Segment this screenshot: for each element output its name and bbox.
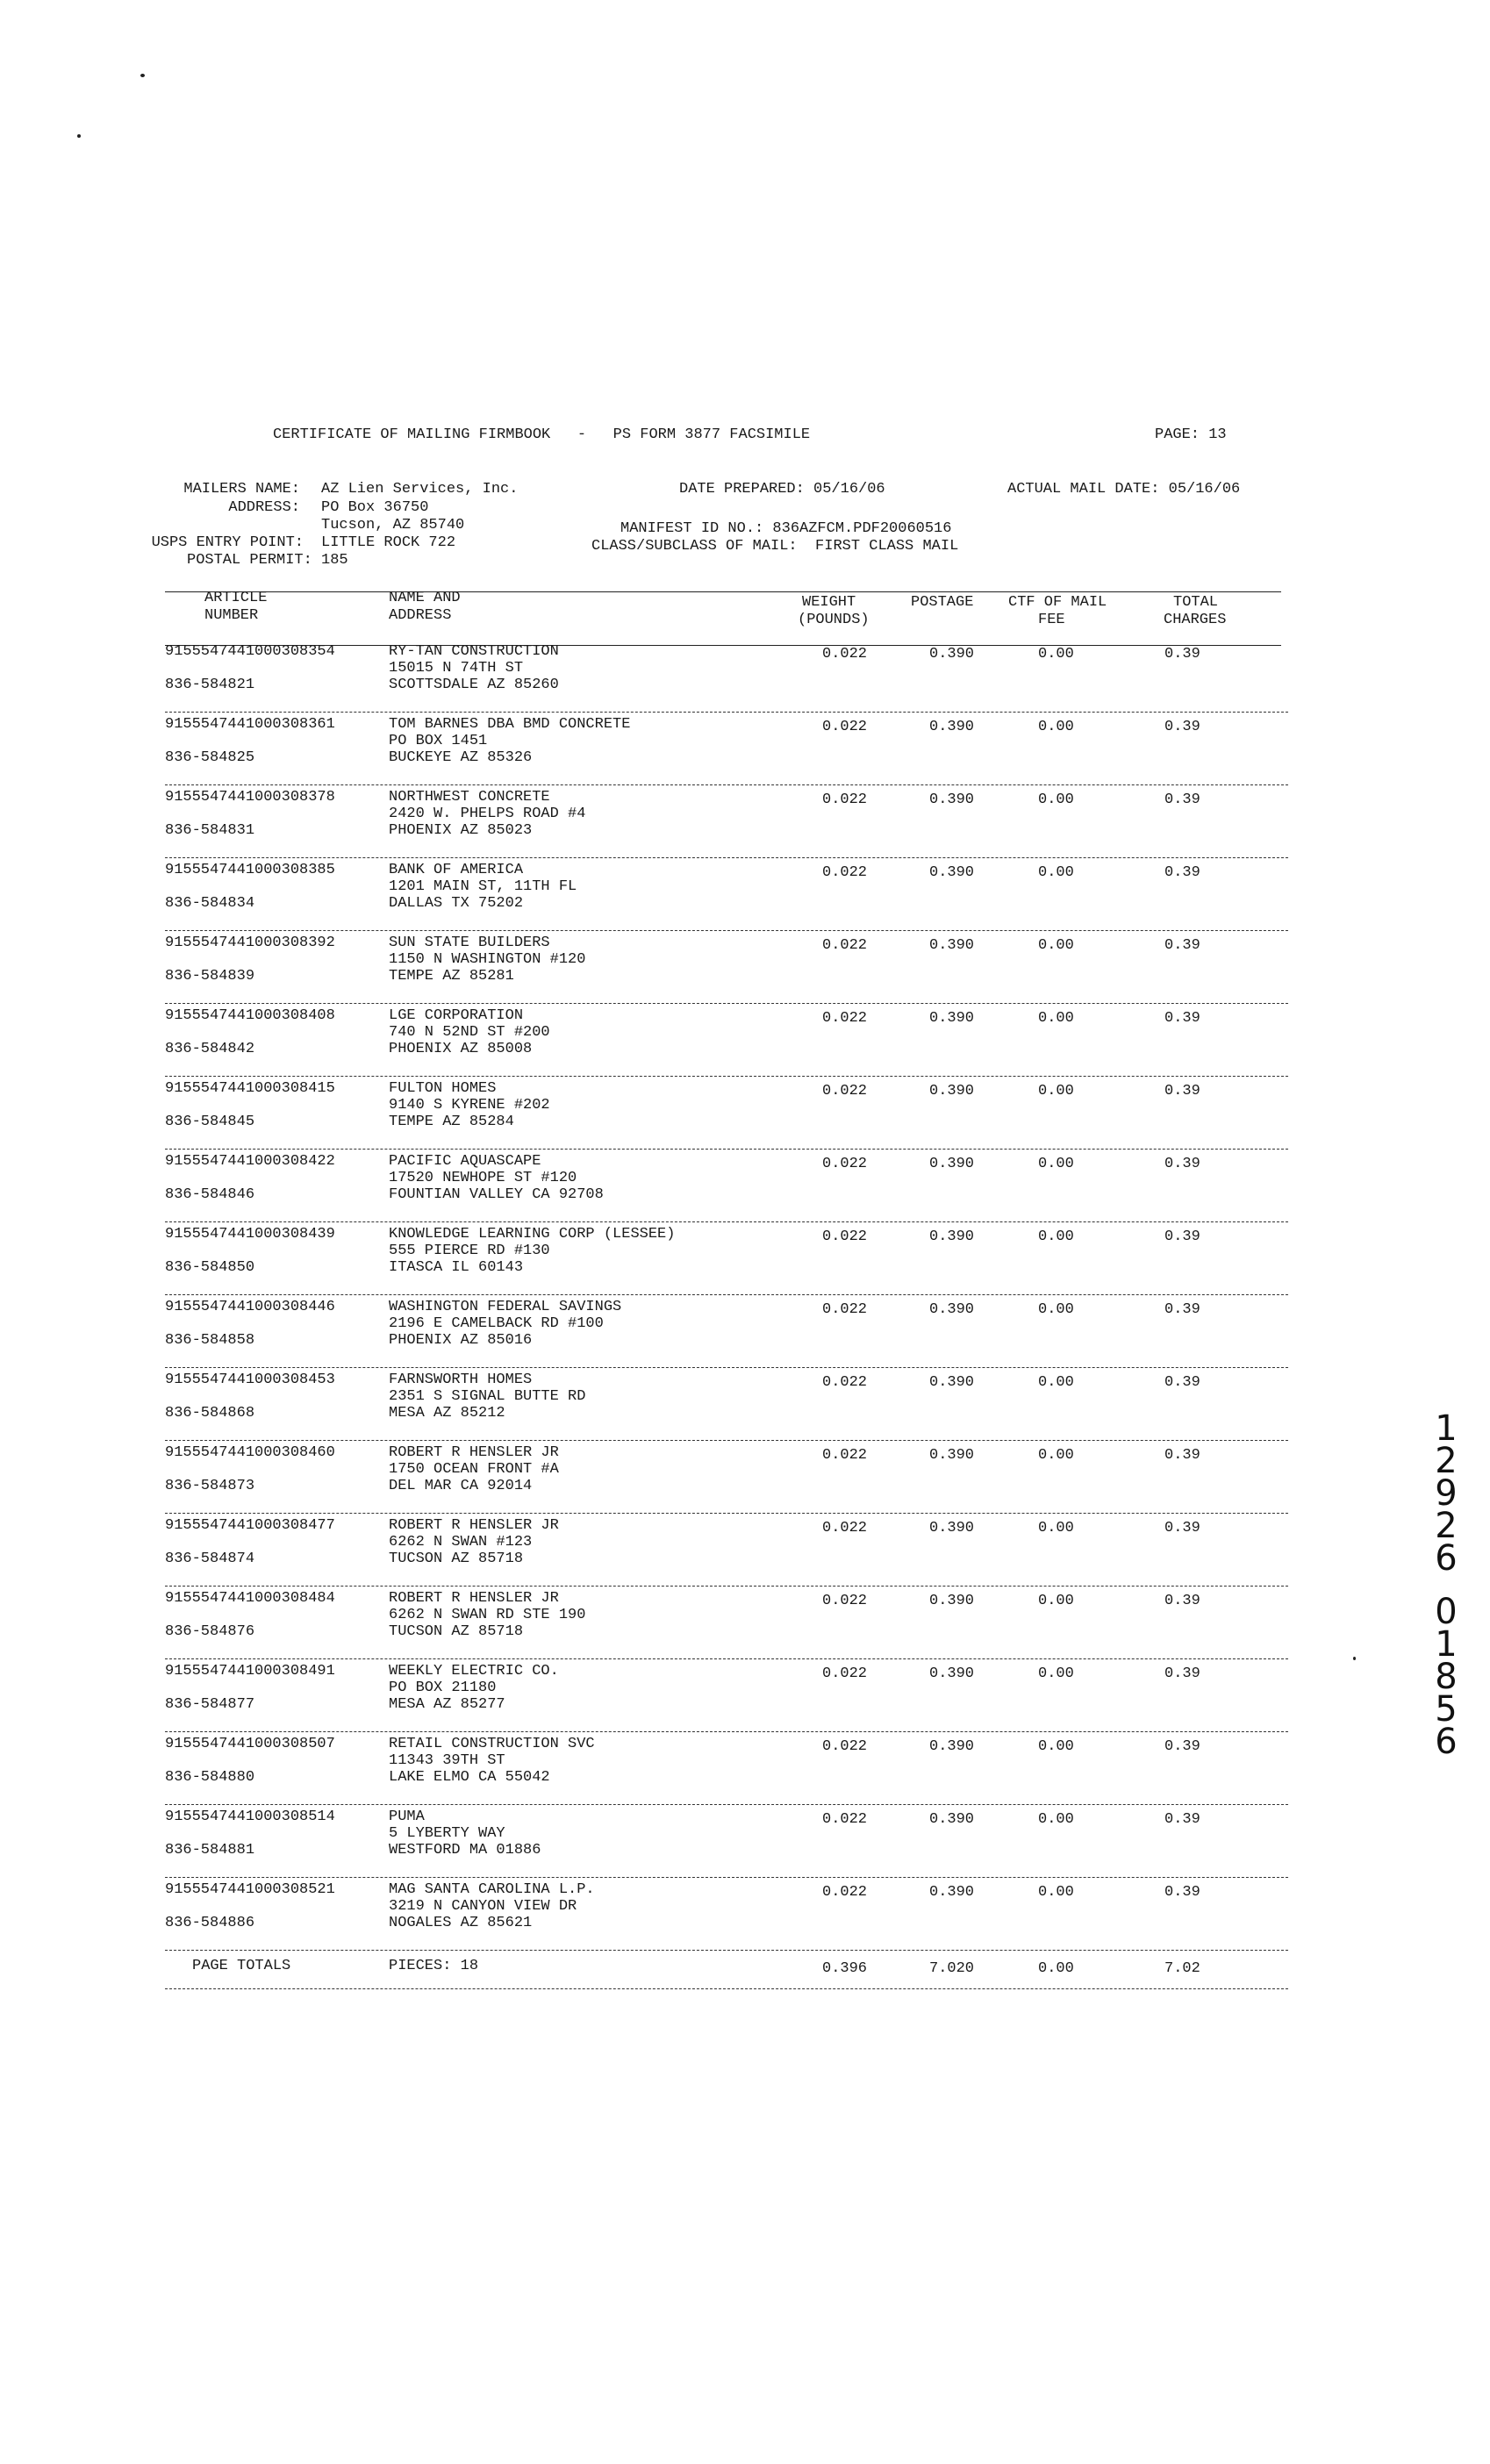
row-divider xyxy=(165,1294,1288,1295)
article-number: 9155547441000308514 xyxy=(165,1809,335,1825)
reference-number: 836-584876 xyxy=(165,1623,255,1640)
postage-value: 0.390 xyxy=(929,1010,975,1027)
ctf-fee-value: 0.00 xyxy=(1038,1738,1074,1755)
row-divider xyxy=(165,1731,1288,1732)
weight-value: 0.022 xyxy=(822,1228,868,1245)
total-charges-value: 0.39 xyxy=(1164,1301,1200,1318)
weight-value: 0.022 xyxy=(822,937,868,954)
reference-number: 836-584858 xyxy=(165,1332,255,1349)
row-divider xyxy=(165,1367,1288,1368)
total-charges-value: 0.39 xyxy=(1164,1665,1200,1682)
ctf-fee-value: 0.00 xyxy=(1038,1228,1074,1245)
article-number: 9155547441000308385 xyxy=(165,862,335,878)
recipient-name: ROBERT R HENSLER JR xyxy=(389,1517,559,1534)
reference-number: 836-584880 xyxy=(165,1769,255,1786)
recipient-address-line2: PHOENIX AZ 85023 xyxy=(389,822,533,839)
stamp-digit: 8 xyxy=(1435,1657,1458,1697)
recipient-address-line1: 555 PIERCE RD #130 xyxy=(389,1243,550,1259)
article-number: 9155547441000308484 xyxy=(165,1590,335,1607)
weight-value: 0.022 xyxy=(822,864,868,881)
recipient-address-line2: PHOENIX AZ 85008 xyxy=(389,1041,533,1057)
article-number: 9155547441000308392 xyxy=(165,935,335,951)
postage-value: 0.390 xyxy=(929,719,975,735)
article-number: 9155547441000308378 xyxy=(165,789,335,806)
recipient-name: KNOWLEDGE LEARNING CORP (LESSEE) xyxy=(389,1226,676,1243)
totals-rule xyxy=(165,1988,1288,1989)
stamp-digit: 2 xyxy=(1435,1506,1458,1546)
recipient-address-line1: PO BOX 21180 xyxy=(389,1680,497,1696)
postage-value: 0.390 xyxy=(929,1884,975,1901)
col-article-line2: NUMBER xyxy=(204,607,259,624)
weight-value: 0.022 xyxy=(822,1811,868,1828)
article-number: 9155547441000308354 xyxy=(165,643,335,660)
recipient-name: LGE CORPORATION xyxy=(389,1007,524,1024)
recipient-name: WASHINGTON FEDERAL SAVINGS xyxy=(389,1299,622,1315)
postage-value: 0.390 xyxy=(929,1083,975,1099)
total-charges-value: 0.39 xyxy=(1164,937,1200,954)
total-charges-value: 0.39 xyxy=(1164,1156,1200,1172)
form-title: CERTIFICATE OF MAILING FIRMBOOK - PS FORM 3877 FACSIMILE xyxy=(273,426,811,443)
postage-value: 0.390 xyxy=(929,1520,975,1536)
row-divider xyxy=(165,1440,1288,1441)
weight-value: 0.022 xyxy=(822,1010,868,1027)
reference-number: 836-584825 xyxy=(165,749,255,766)
postage-value: 0.390 xyxy=(929,1593,975,1609)
recipient-address-line2: NOGALES AZ 85621 xyxy=(389,1915,533,1931)
col-total-line1: TOTAL xyxy=(1173,594,1219,611)
ctf-fee-value: 0.00 xyxy=(1038,1301,1074,1318)
mailer-address-line2: Tucson, AZ 85740 xyxy=(321,517,465,534)
ctf-fee-value: 0.00 xyxy=(1038,864,1074,881)
reference-number: 836-584886 xyxy=(165,1915,255,1931)
row-divider xyxy=(165,1076,1288,1077)
ctf-fee-value: 0.00 xyxy=(1038,1665,1074,1682)
recipient-address-line2: DEL MAR CA 92014 xyxy=(389,1478,533,1494)
recipient-name: SUN STATE BUILDERS xyxy=(389,935,550,951)
total-charges-value: 0.39 xyxy=(1164,719,1200,735)
row-divider xyxy=(165,784,1288,785)
postage-value: 0.390 xyxy=(929,1374,975,1391)
postal-permit: POSTAL PERMIT: 185 xyxy=(187,552,348,569)
page-totals-total: 7.02 xyxy=(1164,1960,1200,1977)
recipient-name: RY-TAN CONSTRUCTION xyxy=(389,643,559,660)
article-number: 9155547441000308446 xyxy=(165,1299,335,1315)
scan-speck xyxy=(140,74,145,77)
recipient-address-line1: 2420 W. PHELPS ROAD #4 xyxy=(389,806,586,822)
stamp-digit: 2 xyxy=(1435,1441,1458,1481)
col-weight-line1: WEIGHT xyxy=(802,594,856,611)
article-number: 9155547441000308361 xyxy=(165,716,335,733)
recipient-address-line1: 5 LYBERTY WAY xyxy=(389,1825,505,1842)
recipient-address-line1: 1150 N WASHINGTON #120 xyxy=(389,951,586,968)
recipient-address-line1: 6262 N SWAN #123 xyxy=(389,1534,533,1551)
reference-number: 836-584839 xyxy=(165,968,255,985)
row-divider xyxy=(165,712,1288,713)
recipient-address-line2: TUCSON AZ 85718 xyxy=(389,1551,524,1567)
row-divider xyxy=(165,930,1288,931)
page-totals-label: PAGE TOTALS xyxy=(192,1958,291,1974)
page-totals-pieces: PIECES: 18 xyxy=(389,1958,479,1974)
recipient-name: FARNSWORTH HOMES xyxy=(389,1372,533,1388)
weight-value: 0.022 xyxy=(822,646,868,663)
weight-value: 0.022 xyxy=(822,1447,868,1464)
stamp-digit: 6 xyxy=(1435,1722,1458,1762)
mailer-address-label: ADDRESS: xyxy=(228,499,300,516)
reference-number: 836-584881 xyxy=(165,1842,255,1859)
recipient-name: BANK OF AMERICA xyxy=(389,862,524,878)
col-postage: POSTAGE xyxy=(911,594,974,611)
ctf-fee-value: 0.00 xyxy=(1038,646,1074,663)
row-divider xyxy=(165,1149,1288,1150)
row-divider xyxy=(165,1877,1288,1878)
reference-number: 836-584877 xyxy=(165,1696,255,1713)
total-charges-value: 0.39 xyxy=(1164,1520,1200,1536)
total-charges-value: 0.39 xyxy=(1164,791,1200,808)
postage-value: 0.390 xyxy=(929,1301,975,1318)
weight-value: 0.022 xyxy=(822,791,868,808)
header-rule-top xyxy=(165,591,1281,592)
weight-value: 0.022 xyxy=(822,1301,868,1318)
recipient-address-line1: 11343 39TH ST xyxy=(389,1752,505,1769)
total-charges-value: 0.39 xyxy=(1164,1083,1200,1099)
stamp-digit: 0 xyxy=(1435,1592,1458,1632)
weight-value: 0.022 xyxy=(822,1593,868,1609)
total-charges-value: 0.39 xyxy=(1164,1228,1200,1245)
ctf-fee-value: 0.00 xyxy=(1038,791,1074,808)
mailer-address-line1: PO Box 36750 xyxy=(321,499,429,516)
recipient-address-line2: FOUNTIAN VALLEY CA 92708 xyxy=(389,1186,604,1203)
recipient-name: PACIFIC AQUASCAPE xyxy=(389,1153,541,1170)
ctf-fee-value: 0.00 xyxy=(1038,1447,1074,1464)
row-divider xyxy=(165,1950,1288,1951)
stamp-digit: 9 xyxy=(1435,1473,1458,1514)
col-ctf-line2: FEE xyxy=(1038,612,1065,628)
article-number: 9155547441000308507 xyxy=(165,1736,335,1752)
col-article-line1: ARTICLE xyxy=(204,590,268,606)
recipient-address-line2: WESTFORD MA 01886 xyxy=(389,1842,541,1859)
mailer-name-label: MAILERS NAME: xyxy=(183,481,300,498)
scan-speck xyxy=(77,134,81,138)
recipient-name: ROBERT R HENSLER JR xyxy=(389,1444,559,1461)
ctf-fee-value: 0.00 xyxy=(1038,1083,1074,1099)
weight-value: 0.022 xyxy=(822,1665,868,1682)
row-divider xyxy=(165,1586,1288,1587)
ctf-fee-value: 0.00 xyxy=(1038,1593,1074,1609)
article-number: 9155547441000308460 xyxy=(165,1444,335,1461)
recipient-name: NORTHWEST CONCRETE xyxy=(389,789,550,806)
reference-number: 836-584873 xyxy=(165,1478,255,1494)
ctf-fee-value: 0.00 xyxy=(1038,1156,1074,1172)
reference-number: 836-584868 xyxy=(165,1405,255,1422)
article-number: 9155547441000308422 xyxy=(165,1153,335,1170)
total-charges-value: 0.39 xyxy=(1164,1884,1200,1901)
recipient-address-line1: 1750 OCEAN FRONT #A xyxy=(389,1461,559,1478)
recipient-address-line2: LAKE ELMO CA 55042 xyxy=(389,1769,550,1786)
recipient-address-line2: PHOENIX AZ 85016 xyxy=(389,1332,533,1349)
weight-value: 0.022 xyxy=(822,719,868,735)
recipient-address-line2: MESA AZ 85277 xyxy=(389,1696,505,1713)
total-charges-value: 0.39 xyxy=(1164,1593,1200,1609)
stamp-digit: 1 xyxy=(1435,1408,1458,1449)
date-prepared: DATE PREPARED: 05/16/06 xyxy=(679,481,885,498)
page-totals-postage: 7.020 xyxy=(929,1960,975,1977)
article-number: 9155547441000308439 xyxy=(165,1226,335,1243)
article-number: 9155547441000308521 xyxy=(165,1881,335,1898)
weight-value: 0.022 xyxy=(822,1738,868,1755)
page-number: PAGE: 13 xyxy=(1155,426,1227,443)
postage-value: 0.390 xyxy=(929,1738,975,1755)
recipient-name: FULTON HOMES xyxy=(389,1080,497,1097)
recipient-name: ROBERT R HENSLER JR xyxy=(389,1590,559,1607)
entry-point-label: USPS ENTRY POINT: xyxy=(151,534,304,551)
reference-number: 836-584821 xyxy=(165,677,255,693)
recipient-address-line1: 1201 MAIN ST, 11TH FL xyxy=(389,878,577,895)
postage-value: 0.390 xyxy=(929,1228,975,1245)
manifest-id: MANIFEST ID NO.: 836AZFCM.PDF20060516 xyxy=(620,520,952,537)
recipient-address-line1: 6262 N SWAN RD STE 190 xyxy=(389,1607,586,1623)
entry-point: LITTLE ROCK 722 xyxy=(321,534,456,551)
recipient-address-line2: SCOTTSDALE AZ 85260 xyxy=(389,677,559,693)
recipient-address-line1: 9140 S KYRENE #202 xyxy=(389,1097,550,1114)
postage-value: 0.390 xyxy=(929,937,975,954)
recipient-address-line2: DALLAS TX 75202 xyxy=(389,895,524,912)
ctf-fee-value: 0.00 xyxy=(1038,937,1074,954)
reference-number: 836-584834 xyxy=(165,895,255,912)
reference-number: 836-584831 xyxy=(165,822,255,839)
recipient-address-line2: MESA AZ 85212 xyxy=(389,1405,505,1422)
total-charges-value: 0.39 xyxy=(1164,646,1200,663)
recipient-name: TOM BARNES DBA BMD CONCRETE xyxy=(389,716,631,733)
ctf-fee-value: 0.00 xyxy=(1038,1374,1074,1391)
recipient-address-line2: TEMPE AZ 85281 xyxy=(389,968,514,985)
recipient-address-line1: 15015 N 74TH ST xyxy=(389,660,524,677)
article-number: 9155547441000308477 xyxy=(165,1517,335,1534)
reference-number: 836-584842 xyxy=(165,1041,255,1057)
recipient-address-line2: ITASCA IL 60143 xyxy=(389,1259,524,1276)
total-charges-value: 0.39 xyxy=(1164,1738,1200,1755)
article-number: 9155547441000308408 xyxy=(165,1007,335,1024)
recipient-name: WEEKLY ELECTRIC CO. xyxy=(389,1663,559,1680)
postage-value: 0.390 xyxy=(929,1665,975,1682)
recipient-address-line1: 3219 N CANYON VIEW DR xyxy=(389,1898,577,1915)
stamp-digit: 6 xyxy=(1435,1538,1458,1579)
total-charges-value: 0.39 xyxy=(1164,1811,1200,1828)
stamp-digit: 1 xyxy=(1435,1624,1458,1665)
ctf-fee-value: 0.00 xyxy=(1038,719,1074,735)
row-divider xyxy=(165,857,1288,858)
article-number: 9155547441000308453 xyxy=(165,1372,335,1388)
reference-number: 836-584874 xyxy=(165,1551,255,1567)
total-charges-value: 0.39 xyxy=(1164,864,1200,881)
weight-value: 0.022 xyxy=(822,1520,868,1536)
col-total-line2: CHARGES xyxy=(1164,612,1227,628)
recipient-address-line2: TEMPE AZ 85284 xyxy=(389,1114,514,1130)
ctf-fee-value: 0.00 xyxy=(1038,1811,1074,1828)
reference-number: 836-584850 xyxy=(165,1259,255,1276)
postage-value: 0.390 xyxy=(929,1811,975,1828)
mailer-name: AZ Lien Services, Inc. xyxy=(321,481,519,498)
postage-value: 0.390 xyxy=(929,646,975,663)
postage-value: 0.390 xyxy=(929,1156,975,1172)
postage-value: 0.390 xyxy=(929,791,975,808)
weight-value: 0.022 xyxy=(822,1374,868,1391)
ctf-fee-value: 0.00 xyxy=(1038,1010,1074,1027)
recipient-address-line1: 2351 S SIGNAL BUTTE RD xyxy=(389,1388,586,1405)
recipient-name: PUMA xyxy=(389,1809,425,1825)
mail-class: CLASS/SUBCLASS OF MAIL: FIRST CLASS MAIL xyxy=(591,538,959,555)
col-name-line2: ADDRESS xyxy=(389,607,452,624)
col-weight-line2: (POUNDS) xyxy=(798,612,870,628)
article-number: 9155547441000308491 xyxy=(165,1663,335,1680)
weight-value: 0.022 xyxy=(822,1156,868,1172)
recipient-name: MAG SANTA CAROLINA L.P. xyxy=(389,1881,595,1898)
page-totals-fee: 0.00 xyxy=(1038,1960,1074,1977)
row-divider xyxy=(165,1658,1288,1659)
row-divider xyxy=(165,1513,1288,1514)
stamp-digit: 5 xyxy=(1435,1689,1458,1730)
actual-mail-date: ACTUAL MAIL DATE: 05/16/06 xyxy=(1007,481,1241,498)
recipient-address-line2: BUCKEYE AZ 85326 xyxy=(389,749,533,766)
recipient-name: RETAIL CONSTRUCTION SVC xyxy=(389,1736,595,1752)
row-divider xyxy=(165,1221,1288,1222)
postage-value: 0.390 xyxy=(929,1447,975,1464)
vertical-stamp-number xyxy=(1429,1408,1464,1762)
postage-value: 0.390 xyxy=(929,864,975,881)
total-charges-value: 0.39 xyxy=(1164,1010,1200,1027)
col-name-line1: NAME AND xyxy=(389,590,461,606)
row-divider xyxy=(165,1804,1288,1805)
recipient-address-line1: PO BOX 1451 xyxy=(389,733,488,749)
ctf-fee-value: 0.00 xyxy=(1038,1884,1074,1901)
scan-speck xyxy=(1353,1657,1356,1660)
recipient-address-line2: TUCSON AZ 85718 xyxy=(389,1623,524,1640)
recipient-address-line1: 740 N 52ND ST #200 xyxy=(389,1024,550,1041)
reference-number: 836-584845 xyxy=(165,1114,255,1130)
recipient-address-line1: 2196 E CAMELBACK RD #100 xyxy=(389,1315,604,1332)
row-divider xyxy=(165,1003,1288,1004)
weight-value: 0.022 xyxy=(822,1884,868,1901)
total-charges-value: 0.39 xyxy=(1164,1447,1200,1464)
total-charges-value: 0.39 xyxy=(1164,1374,1200,1391)
reference-number: 836-584846 xyxy=(165,1186,255,1203)
weight-value: 0.022 xyxy=(822,1083,868,1099)
col-ctf-line1: CTF OF MAIL xyxy=(1008,594,1107,611)
ctf-fee-value: 0.00 xyxy=(1038,1520,1074,1536)
recipient-address-line1: 17520 NEWHOPE ST #120 xyxy=(389,1170,577,1186)
page-totals-weight: 0.396 xyxy=(822,1960,868,1977)
article-number: 9155547441000308415 xyxy=(165,1080,335,1097)
